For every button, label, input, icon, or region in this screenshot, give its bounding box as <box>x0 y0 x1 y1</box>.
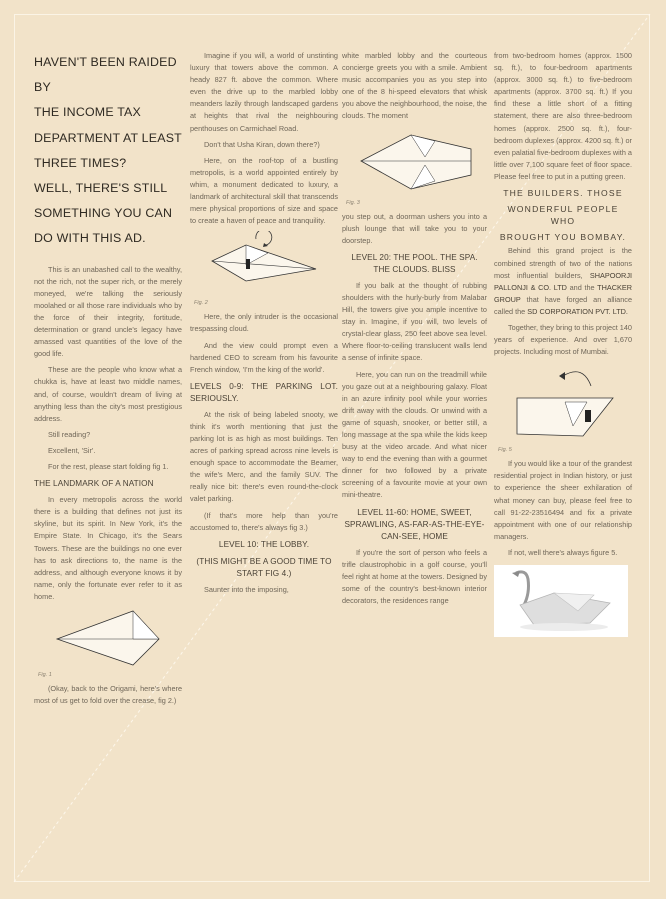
origami-fig2-icon <box>208 231 320 297</box>
body-paragraph: If you would like a tour of the grandest residential project in Indian history, or just to experience the sheer exhilaration of what money can buy, please feel free to call 91-22-23516494 and fix a private appointment with one of our relationship managers. <box>494 459 632 541</box>
body-paragraph: For the rest, please start folding fig 1. <box>48 462 169 472</box>
body-paragraph: Together, they bring to this project 140 years of experience. And over 1,670 projects. Including most of Mumbai. <box>494 322 632 357</box>
body-paragraph: (If that's more help than you're accustomed to, there's always fig 3.) <box>190 510 338 532</box>
body-paragraph: Here, the only intruder is the occasional trespassing cloud. <box>190 312 338 334</box>
body-paragraph: Don't that Usha Kiran, down there?) <box>204 139 320 149</box>
body-paragraph: Saunter into the imposing, <box>204 584 289 594</box>
body-paragraph: At the risk of being labeled snooty, we think it's worth mentioning that just the parking lot is as high as most buildings. Ten acres of parking spread across nine levels is enough space to accommodate the Beamer, the wife's Merc, and the family SUV. The really nice bit: there's even round-the-clock valet parking. <box>190 409 338 504</box>
company-name: SD CORPORATION PVT. LTD. <box>527 306 628 316</box>
section-heading: THE LANDMARK OF A NATION <box>34 479 154 489</box>
body-paragraph: If not, well there's always figure 5. <box>508 547 618 557</box>
section-heading: LEVELS 0-9: THE PARKING LOT. SERIOUSLY. <box>190 381 338 403</box>
body-paragraph: These are the people who know what a chukka is, have at least two middle names, and, of course, wouldn't dream of living at anything less than the city's most prestigious address. <box>34 365 182 423</box>
body-paragraph: Behind this grand project is the combined strength of two of the nations most influential builders, SHAPOORJI PALLONJI & CO. LTD and the THACKER GROUP that have forged an alliance called the SD CORPORATION PVT. LTD. <box>494 246 633 316</box>
body-paragraph: Here, on the roof-top of a bustling metropolis, is a world appointed entirely by whim, a monument dedicated to luxury, a landmark of architectural skill that transcends mere physical proportions of size and space to create a haven of peace and tranquility. <box>190 155 338 226</box>
section-heading: LEVEL 20: THE POOL. THE SPA. THE CLOUDS. BLISS <box>351 252 478 274</box>
section-heading: (THIS MIGHT BE A GOOD TIME TO START FIG 4.) <box>196 556 332 578</box>
section-heading: BROUGHT YOU BOMBAY. <box>499 232 627 243</box>
origami-fig1-icon <box>53 607 163 669</box>
body-paragraph: you step out, a doorman ushers you into a plush lounge that will take you to your doorstep. <box>342 211 487 245</box>
company-name: SHAPOORJI PALLONJI & CO. LTD <box>494 270 632 292</box>
body-paragraph: Still reading? <box>48 429 91 439</box>
company-name: THACKER GROUP <box>494 282 632 304</box>
column-3 <box>342 50 487 611</box>
body-paragraph: white marbled lobby and the courteous concierge greets you with a smile. Ambient music accompanies you as you step into one of the 8 hi-speed elevators that whisk you above the neighbourhood, the noise, the clouds. The moment <box>342 51 487 121</box>
body-paragraph: This is an unabashed call to the wealthy, not the rich, not the super rich, or the merely moneyed, we're talking the seriously moolahed or all those rare individuals who by the force of their integrity, fortitude, determination or grand uncle's legacy have amassed vast quantities of the love of the good life. <box>34 264 182 359</box>
section-heading: THE BUILDERS. THOSE <box>503 188 623 199</box>
origami-swan-photo-icon <box>494 565 628 637</box>
body-paragraph: Excellent, 'Sir'. <box>48 445 96 455</box>
headline: HAVEN'T BEEN RAIDED BY THE INCOME TAX DEPARTMENT AT LEAST THREE TIMES? WELL, THERE'S STILL SOMETHING YOU CAN DO WITH THIS AD. <box>34 55 182 246</box>
body-paragraph: If you balk at the thought of rubbing shoulders with the hurly-burly from Malabar Hill, the towers give you ample incentive to stay in. Imagine, if you will, two levels of crystal-clear glass, 250 feet above sea level. Where floor-to-ceiling translucent walls lend a sense of infinite space. <box>342 280 487 363</box>
body-paragraph: (Okay, back to the Origami, here's where most of us get to fold over the crease, fig 2.) <box>34 683 182 706</box>
figure-caption: Fig. 2 <box>194 300 208 307</box>
body-paragraph: Imagine if you will, a world of unstinting luxury that towers above the common. A heady 827 ft. above the common. Where even the drive up to the marbled lobby meanders lazily through landscaped gardens at heights that rival the neighbouring penthouses on Carmichael Road. <box>190 51 338 133</box>
column-1 <box>34 50 182 711</box>
body-paragraph: Here, you can run on the treadmill while you gaze out at a neighbouring galaxy. Float in an azure infinity pool while your worries drift away with the clouds. Or unwind with a game of squash, snooker, or better still, a long massage at the spa while the kids keep busy at the video arcade. And what nicer way to end the evening than with a gourmet dinner for two followed by a private screening of a favourite movie at your own mini-theatre. <box>342 369 487 500</box>
body-paragraph: And the view could prompt even a hardened CEO to scream from his favourite French window, 'I'm the king of the world'. <box>190 340 338 374</box>
column-2 <box>190 50 338 600</box>
section-heading: LEVEL 11-60: HOME, SWEET, SPRAWLING, AS-FAR-AS-THE-EYE-CAN-SEE, HOME <box>344 507 485 541</box>
section-heading: WONDERFUL PEOPLE WHO <box>507 204 619 227</box>
figure-caption: Fig. 1 <box>38 671 52 678</box>
body-paragraph: If you're the sort of person who feels a trifle claustrophobic in a golf course, you'll feel right at home at the towers. Designed by some of the country's best-known interior decorators, the residences range <box>342 547 487 605</box>
origami-fig3-icon <box>355 127 475 197</box>
origami-fig4-icon <box>503 362 623 444</box>
figure-caption: Fig. 5 <box>498 447 512 454</box>
figure-caption: Fig. 3 <box>346 199 360 206</box>
column-4 <box>494 50 632 637</box>
section-heading: LEVEL 10: THE LOBBY. <box>218 539 310 549</box>
body-paragraph: from two-bedroom homes (approx. 1500 sq. ft.), to four-bedroom apartments (approx. 3000 sq. ft.) to five-bedroom apartments (approx. 3700 sq. ft.) If you find these a little short of a fitting statement, there are also three-bedroom homes (approx. 2500 sq. ft.), four-bedroom duplexes (approx. 4200 sq. ft.) or even palatial five-bedroom duplexes with a little over 7,100 square feet of floor space. Please feel free to put in a putting green. <box>494 51 632 181</box>
body-paragraph: In every metropolis across the world there is a building that defines not just its skyline, but its spirit. In New York, it's the Empire State. In Chicago, it's the Sears Towers. These are the buildings no one ever has to ask directions to, the name is the address, and although everyone knows it by name, only the fortunate ever refer to it as home. <box>34 495 182 601</box>
